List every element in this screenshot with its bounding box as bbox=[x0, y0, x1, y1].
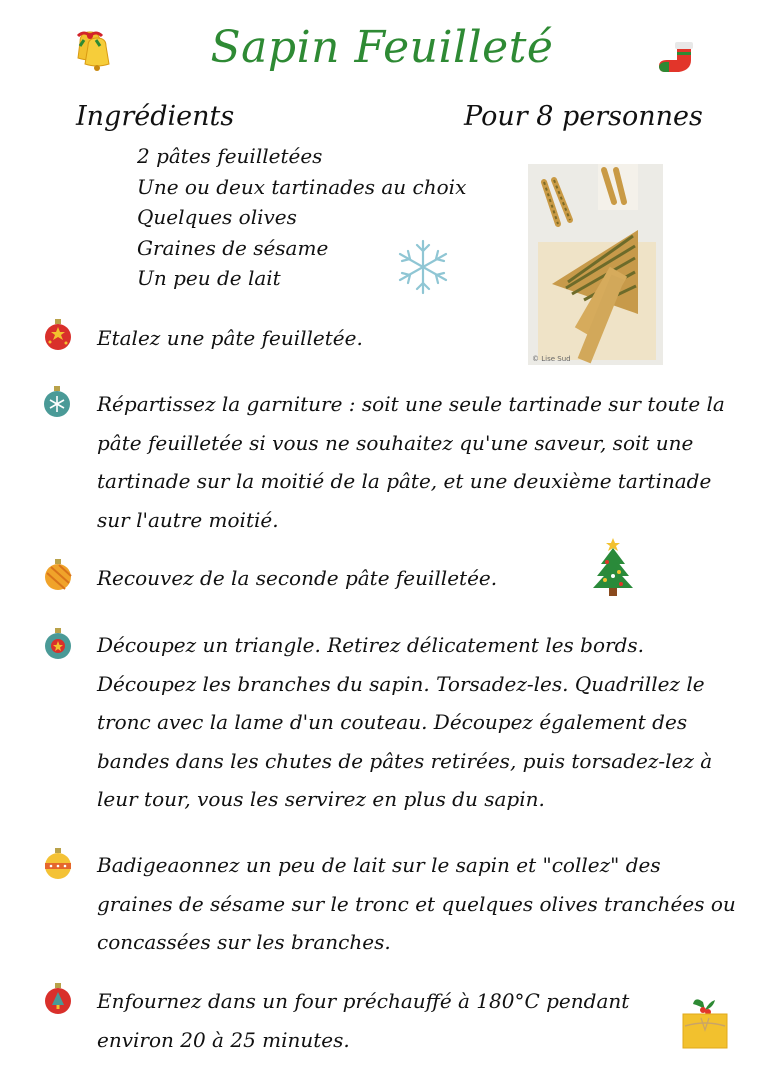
ingredient-item: Un peu de lait bbox=[137, 266, 281, 290]
red-ornament-icon bbox=[43, 319, 73, 349]
christmas-stocking-icon bbox=[657, 40, 701, 76]
yellow-ornament-icon bbox=[43, 848, 73, 878]
orange-striped-ornament-icon bbox=[43, 559, 73, 589]
servings-text: Pour 8 personnes bbox=[464, 101, 703, 132]
gift-box-icon bbox=[681, 996, 729, 1050]
ingredients-heading: Ingrédients bbox=[76, 101, 235, 132]
step-3-text: Recouvez de la seconde pâte feuilletée. bbox=[97, 566, 498, 590]
ingredient-item: Quelques olives bbox=[137, 205, 297, 229]
red-tree-ornament-icon bbox=[43, 983, 73, 1013]
teal-red-ornament-icon bbox=[43, 628, 73, 658]
step-2-text: Répartissez la garniture : soit une seule tartinade sur toute la pâte feuilletée si vous ne souhaitez qu'une saveur, soit une tartinade sur la moitié de la pâte, et une deuxième tartinade sur l'autre moitié. bbox=[97, 392, 725, 532]
ingredient-item: Graines de sésame bbox=[137, 235, 329, 260]
step-6-text: Enfournez dans un four préchauffé à 180°C pendant environ 20 à 25 minutes. bbox=[97, 989, 630, 1052]
ingredient-item: Une ou deux tartinades au choix bbox=[137, 174, 467, 199]
photo-caption: © Lise Sud bbox=[532, 355, 571, 363]
snowflake-icon bbox=[392, 237, 454, 297]
step-5-text: Badigeaonnez un peu de lait sur le sapin et "collez" des graines de sésame sur le tronc et quelques olives tranchées ou concassées sur les branches. bbox=[97, 853, 736, 954]
ingredient-item: 2 pâtes feuilletées bbox=[137, 144, 323, 168]
teal-snowflake-ornament-icon bbox=[42, 386, 72, 416]
recipe-title: Sapin Feuilleté bbox=[210, 22, 554, 73]
christmas-bells-icon bbox=[68, 28, 114, 76]
step-4-text: Découpez un triangle. Retirez délicatement les bords. Découpez les branches du sapin. Torsadez-les. Quadrillez le tronc avec la lame d'un couteau. Découpez également des bandes dans les chutes de pâtes retirées, puis torsadez-lez à leur tour, vous les servirez en plus du sapin. bbox=[97, 633, 713, 811]
step-1-text: Etalez une pâte feuilletée. bbox=[97, 326, 363, 350]
